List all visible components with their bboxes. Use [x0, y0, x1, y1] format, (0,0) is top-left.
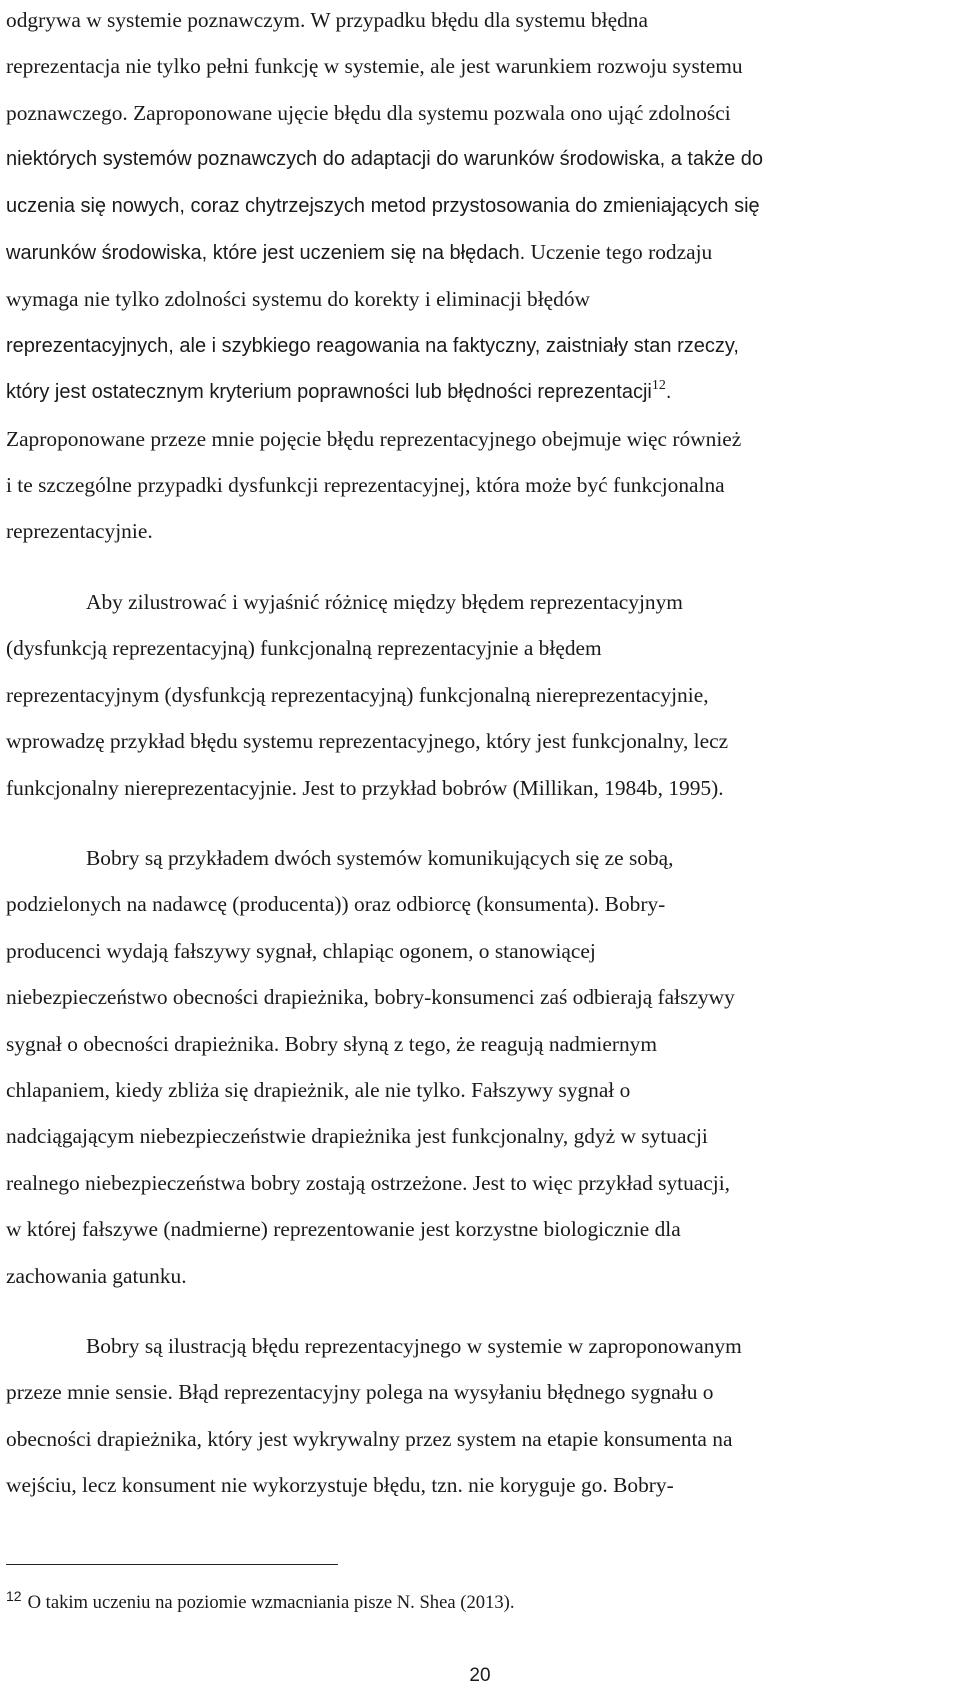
paragraph-1	[6, 0, 952, 555]
page-number: 20	[469, 1665, 491, 1686]
text-line: reprezentacyjnie.	[6, 519, 153, 544]
text-line: poznawczego. Zaproponowane ujęcie błędu dla systemu pozwala ono ująć zdolności	[6, 100, 731, 125]
text-line: (dysfunkcją reprezentacyjną) funkcjonalną reprezentacyjnie a błędem	[6, 636, 602, 661]
text-line: wejściu, lecz konsument nie wykorzystuje błędu, tzn. nie koryguje go. Bobry-	[6, 1473, 674, 1498]
paragraph-2	[6, 579, 952, 811]
footnote-reference: 12	[651, 378, 666, 394]
text-line: przeze mnie sensie. Błąd reprezentacyjny polega na wysyłaniu błędnego sygnału o	[6, 1380, 714, 1405]
text-line: funkcjonalny niereprezentacyjnie. Jest to przykład bobrów (Millikan, 1984b, 1995).	[6, 775, 724, 800]
text-line: sygnał o obecności drapieżnika. Bobry słyną z tego, że reagują nadmiernym	[6, 1031, 658, 1056]
text-segment: .	[665, 381, 672, 404]
footnote	[6, 1584, 514, 1615]
text-line: niektórych systemów poznawczych do adaptacji do warunków środowiska, a także do	[6, 148, 764, 171]
text-line: uczenia się nowych, coraz chytrzejszych metod przystosowania do zmieniających się	[6, 194, 760, 217]
text-line: obecności drapieżnika, który jest wykrywalny przez system na etapie konsumenta na	[6, 1426, 733, 1451]
text-line: zachowania gatunku.	[6, 1263, 187, 1288]
text-line: chlapaniem, kiedy zbliża się drapieżnik, ale nie tylko. Fałszywy sygnał o	[6, 1077, 631, 1102]
text-line: i te szczególne przypadki dysfunkcji reprezentacyjnej, która może być funkcjonalna	[6, 473, 725, 498]
text-line: reprezentacyjnych, ale i szybkiego reagowania na faktyczny, zaistniały stan rzeczy,	[6, 334, 739, 357]
footnote-mark: 12	[6, 1588, 22, 1604]
document-body	[6, 0, 952, 1509]
text-line: w której fałszywe (nadmierne) reprezentowanie jest korzystne biologicznie dla	[6, 1217, 681, 1242]
paragraph-4	[6, 1323, 952, 1509]
text-line: reprezentacja nie tylko pełni funkcję w systemie, ale jest warunkiem rozwoju systemu	[6, 54, 743, 79]
text-line: odgrywa w systemie poznawczym. W przypadku błędu dla systemu błędna	[6, 8, 648, 32]
text-segment: Uczenie tego rodzaju	[525, 240, 713, 265]
text-line	[6, 229, 952, 276]
text-line: realnego niebezpieczeństwa bobry zostają ostrzeżone. Jest to więc przykład sytuacji,	[6, 1170, 731, 1195]
text-line: Aby zilustrować i wyjaśnić różnicę między błędem reprezentacyjnym	[86, 589, 683, 614]
text-line: Bobry są ilustracją błędu reprezentacyjnego w systemie w zaproponowanym	[86, 1333, 742, 1358]
text-line: reprezentacyjnym (dysfunkcją reprezentacyjną) funkcjonalną niereprezentacyjnie,	[6, 682, 709, 707]
text-line: Bobry są przykładem dwóch systemów komunikujących się ze sobą,	[86, 845, 674, 870]
text-segment: który jest ostatecznym kryterium poprawności lub błędności reprezentacji	[6, 381, 652, 404]
text-line: wymaga nie tylko zdolności systemu do korekty i eliminacji błędów	[6, 287, 590, 312]
text-line: producenci wydają fałszywy sygnał, chlapiąc ogonem, o stanowiącej	[6, 938, 596, 963]
text-line: nadciągającym niebezpieczeństwie drapieżnika jest funkcjonalny, gdyż w sytuacji	[6, 1124, 708, 1149]
paragraph-3	[6, 835, 952, 1299]
text-line: wprowadzę przykład błędu systemu reprezentacyjnego, który jest funkcjonalny, lecz	[6, 729, 729, 754]
footnote-separator	[6, 1564, 338, 1565]
text-line: podzielonych na nadawcę (producenta)) oraz odbiorcę (konsumenta). Bobry-	[6, 892, 666, 917]
text-line: niebezpieczeństwo obecności drapieżnika, bobry-konsumenci zaś odbierają fałszywy	[6, 985, 735, 1010]
text-line: Zaproponowane przeze mnie pojęcie błędu reprezentacyjnego obejmuje więc również	[6, 426, 742, 451]
footnote-text: O takim uczeniu na poziomie wzmacniania pisze N. Shea (2013).	[27, 1592, 515, 1613]
text-line	[6, 369, 952, 415]
text-segment: warunków środowiska, które jest uczeniem się na błędach.	[6, 242, 526, 265]
